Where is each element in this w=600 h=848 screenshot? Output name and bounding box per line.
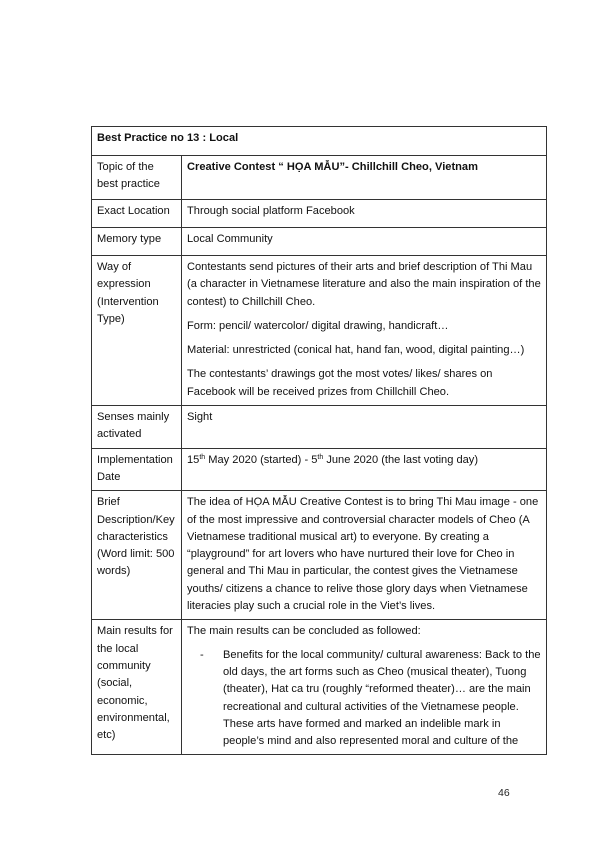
results-list xyxy=(187,647,541,751)
row-label: Memory type xyxy=(92,228,182,256)
row-value-memory-type: Local Community xyxy=(182,228,547,256)
dash-bullet: - xyxy=(200,648,204,661)
row-value-location: Through social platform Facebook xyxy=(182,200,547,228)
row-label: Main results for the local community (social, economic, environmental, etc) xyxy=(92,620,182,755)
row-label: Implementation Date xyxy=(92,448,182,491)
paragraph: Contestants send pictures of their arts and brief description of Thi Mau (a character in Vietnamese literature and also the main inspiration of the contest) to Chillchill Cheo. xyxy=(187,261,541,308)
table-row-topic xyxy=(92,156,547,200)
page-number: 46 xyxy=(498,787,510,799)
table-header: Best Practice no 13 : Local xyxy=(92,127,547,156)
list-item-text: Benefits for the local community/ cultural awareness: Back to the old days, the art forms such as Cheo (musical theater), Tuong (theater), Hat ca tru (roughly “reformed theater)… are the main recreational and cultural activities of the Vietnamese people. These arts have formed and marked an indelible mark in people’s mind and also represented moral and culture of the xyxy=(223,648,541,748)
table-row-way-of-expression xyxy=(92,256,547,406)
best-practice-table xyxy=(91,126,547,755)
table-row-location xyxy=(92,200,547,228)
table-row-memory-type xyxy=(92,228,547,256)
row-value-main-results xyxy=(182,620,547,755)
results-intro: The main results can be concluded as followed: xyxy=(187,625,421,638)
table-row-implementation-date xyxy=(92,448,547,491)
paragraph: Material: unrestricted (conical hat, hand fan, wood, digital painting…) xyxy=(187,344,525,357)
row-label: Senses mainly activated xyxy=(92,406,182,449)
row-value-topic: Creative Contest “ HỌA MẪU”- Chillchill Cheo, Vietnam xyxy=(182,156,547,200)
row-value-implementation-date xyxy=(182,448,547,491)
row-label: Exact Location xyxy=(92,200,182,228)
row-label: Topic of the best practice xyxy=(92,156,182,200)
table-header-row xyxy=(92,127,547,156)
end-day: 5 xyxy=(311,453,318,466)
paragraph: Form: pencil/ watercolor/ digital drawing, handicraft… xyxy=(187,319,449,332)
ordinal-suffix: th xyxy=(317,453,324,461)
row-value-brief-description: The idea of HỌA MẪU Creative Contest is to bring Thi Mau image - one of the most impressive and controversial character models of Cheo (A Vietnamese traditional musical art) to everyone. By creating a “playground” for art lovers who have nurtured their love for Cheo in general and Thi Mau in particular, the contest gives the Vietnamese youths/ citizens a chance to relive those glory days when Vietnamese literacies play such a crucial role in the Viet’s lives. xyxy=(182,491,547,620)
start-day: 15 xyxy=(187,453,200,466)
table-row-senses xyxy=(92,406,547,449)
paragraph: The contestants’ drawings got the most votes/ likes/ shares on Facebook will be received prizes from Chillchill Cheo. xyxy=(187,368,493,398)
ordinal-suffix: th xyxy=(199,453,206,461)
table-row-main-results xyxy=(92,620,547,755)
list-item xyxy=(200,647,541,751)
row-label: Brief Description/Key characteristics (Word limit: 500 words) xyxy=(92,491,182,620)
end-date-text: June 2020 (the last voting day) xyxy=(323,453,479,466)
row-value-way-of-expression xyxy=(182,256,547,406)
table-row-brief-description xyxy=(92,491,547,620)
start-date-text: May 2020 (started) - xyxy=(205,453,312,466)
row-value-senses: Sight xyxy=(182,406,547,449)
row-label: Way of expression (Intervention Type) xyxy=(92,256,182,406)
